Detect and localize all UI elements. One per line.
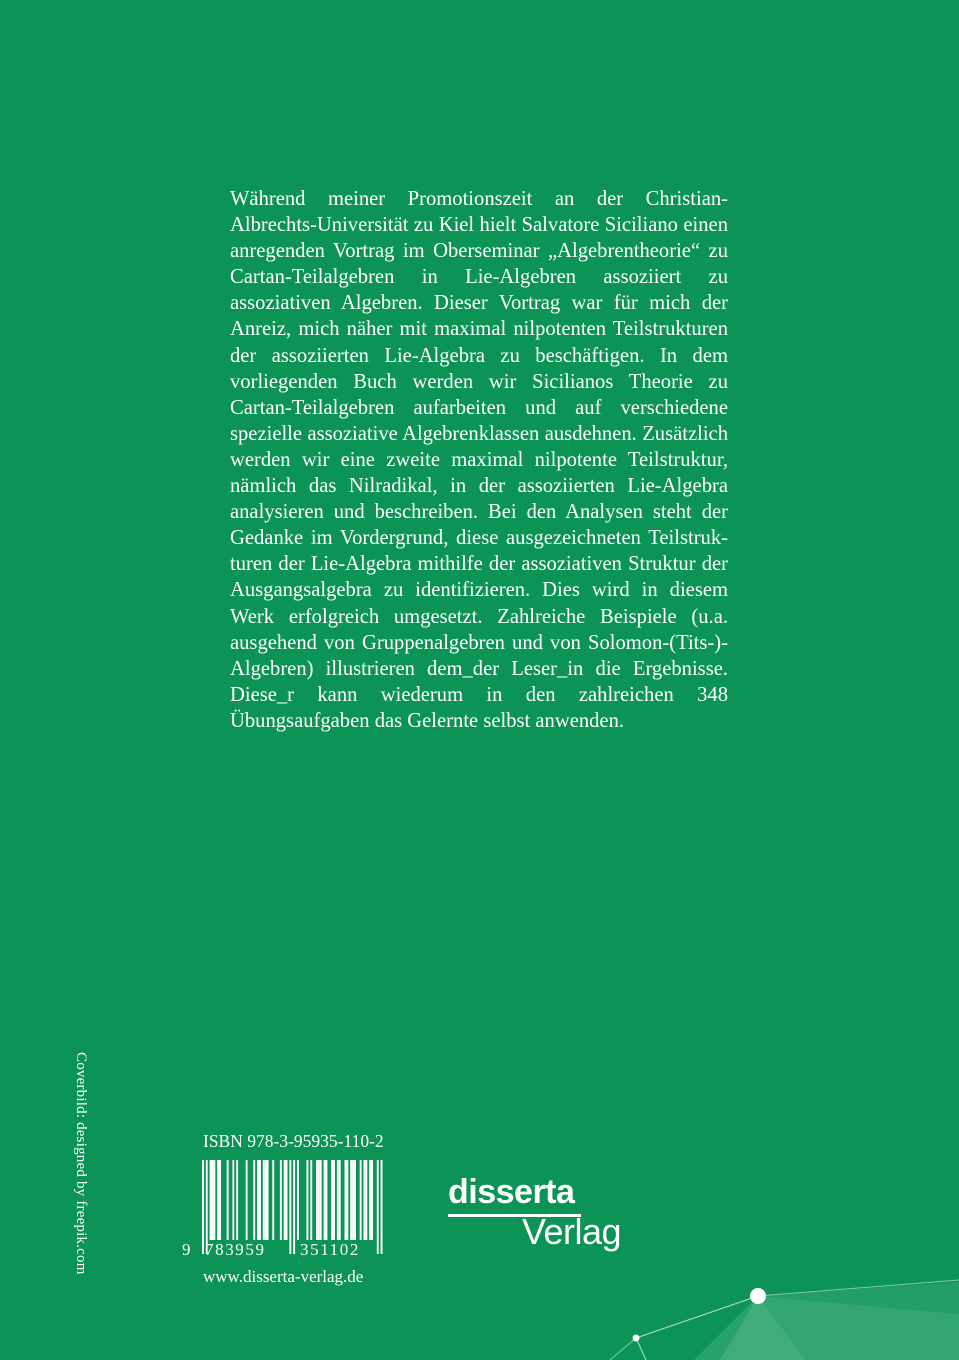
barcode-bar [360, 1160, 362, 1240]
barcode-digits-left: 783959 [205, 1240, 266, 1259]
barcode-bar [210, 1160, 212, 1240]
barcode-bar [320, 1160, 322, 1240]
barcode-bar [246, 1160, 248, 1240]
barcode-bar [377, 1160, 379, 1254]
barcode-bar [352, 1160, 354, 1240]
publisher-logo-name: disserta [448, 1173, 575, 1211]
back-cover-blurb: Während meiner Promotionszeit an der Christian-Albrechts-Universität zu Kiel hielt Salvatore Siciliano einen anregenden Vortrag im Oberseminar „Algebrentheorie“ zu Cartan-Teilalgebren in Lie-Algebren assoziiert zu assoziativen Algebren. Dieser Vortrag war für mich der Anreiz, mich näher mit maximal nilpotenten Teilstrukturen der assoziierten Lie-Algebra zu beschäftigen. In dem vorliegenden Buch werden wir Sicilianos Theorie zu Cartan-Teilalgebren aufarbeiten und auf verschiedene spezielle assoziative Algebrenklassen ausdehnen. Zusätzlich werden wir eine zweite maximal nilpotente Teilstruktur, nämlich das Nilradikal, in der assoziierten Lie-Algebra analysieren und beschreiben. Bei den Analysen steht der Gedanke im Vordergrund, diese ausgezeichneten Teilstrukturen der Lie-Algebra mithilfe der assoziativen Struktur der Ausgangsalgebra zu identifizieren. Dies wird in diesem Werk erfolgreich umgesetzt. Zahlreiche Beispiele (u.a. ausgehend von Gruppenalgebren und von Solomon-(Tits-)-Algebren) illustrieren dem_der Leser_in die Ergebnisse. Diese_r kann wiederum in den zahlreichen 348 Übungsaufgaben das Gelernte selbst anwenden. [230, 188, 728, 732]
barcode-bar [326, 1160, 328, 1240]
barcode-bar [286, 1160, 288, 1240]
publisher-website: www.disserta-verlag.de [203, 1267, 364, 1286]
barcode-bar [339, 1160, 341, 1240]
network-graphic [600, 1270, 959, 1360]
network-line-2 [636, 1338, 646, 1360]
barcode-bar [369, 1160, 371, 1240]
barcode-bar [219, 1160, 221, 1240]
barcode-bar [364, 1160, 366, 1240]
barcode-bar [232, 1160, 234, 1240]
barcode-bar [227, 1160, 229, 1240]
barcode-bar [318, 1160, 320, 1240]
barcode-bar [257, 1160, 259, 1240]
barcode-bar [289, 1160, 291, 1254]
barcode-bar [346, 1160, 348, 1240]
barcode-bar [267, 1160, 269, 1240]
publisher-logo-subtitle: Verlag [522, 1211, 622, 1252]
barcode-bar [263, 1160, 265, 1240]
barcode-bar [265, 1160, 267, 1240]
publisher-logo [448, 1173, 638, 1258]
barcode-digits-right: 351102 [300, 1240, 360, 1259]
network-node-large [750, 1288, 766, 1304]
barcode-bar [316, 1160, 318, 1240]
barcode-bar [212, 1160, 214, 1240]
barcode-bar [333, 1160, 335, 1240]
barcode-bar [345, 1160, 347, 1240]
barcode-bar [236, 1160, 238, 1240]
barcode-bar [253, 1160, 255, 1240]
barcode-bar [307, 1160, 309, 1240]
network-line-3 [610, 1338, 636, 1360]
barcode-bar [213, 1160, 215, 1240]
barcode-digit-prefix: 9 [182, 1240, 191, 1259]
barcode-bar [350, 1160, 352, 1240]
barcode-bar [324, 1160, 326, 1240]
barcode-bar [310, 1160, 312, 1240]
barcode-bar [331, 1160, 333, 1240]
barcode-bar [337, 1160, 339, 1240]
barcode-bar [297, 1160, 299, 1240]
cover-image-credit: Coverbild: designed by freepik.com [73, 1052, 89, 1275]
barcode-bar [272, 1160, 274, 1240]
barcode-bar [202, 1160, 204, 1254]
barcode-bar [371, 1160, 373, 1240]
barcode-bar [280, 1160, 282, 1240]
barcode-bar [381, 1160, 383, 1254]
barcode-bar [217, 1160, 219, 1240]
barcode-bar [293, 1160, 295, 1254]
isbn-label: ISBN 978-3-95935-110-2 [203, 1131, 384, 1151]
barcode-bar [259, 1160, 261, 1240]
network-node-small [633, 1335, 640, 1342]
barcode-bar [284, 1160, 286, 1240]
barcode-bar [354, 1160, 356, 1240]
barcode-bar [365, 1160, 367, 1240]
